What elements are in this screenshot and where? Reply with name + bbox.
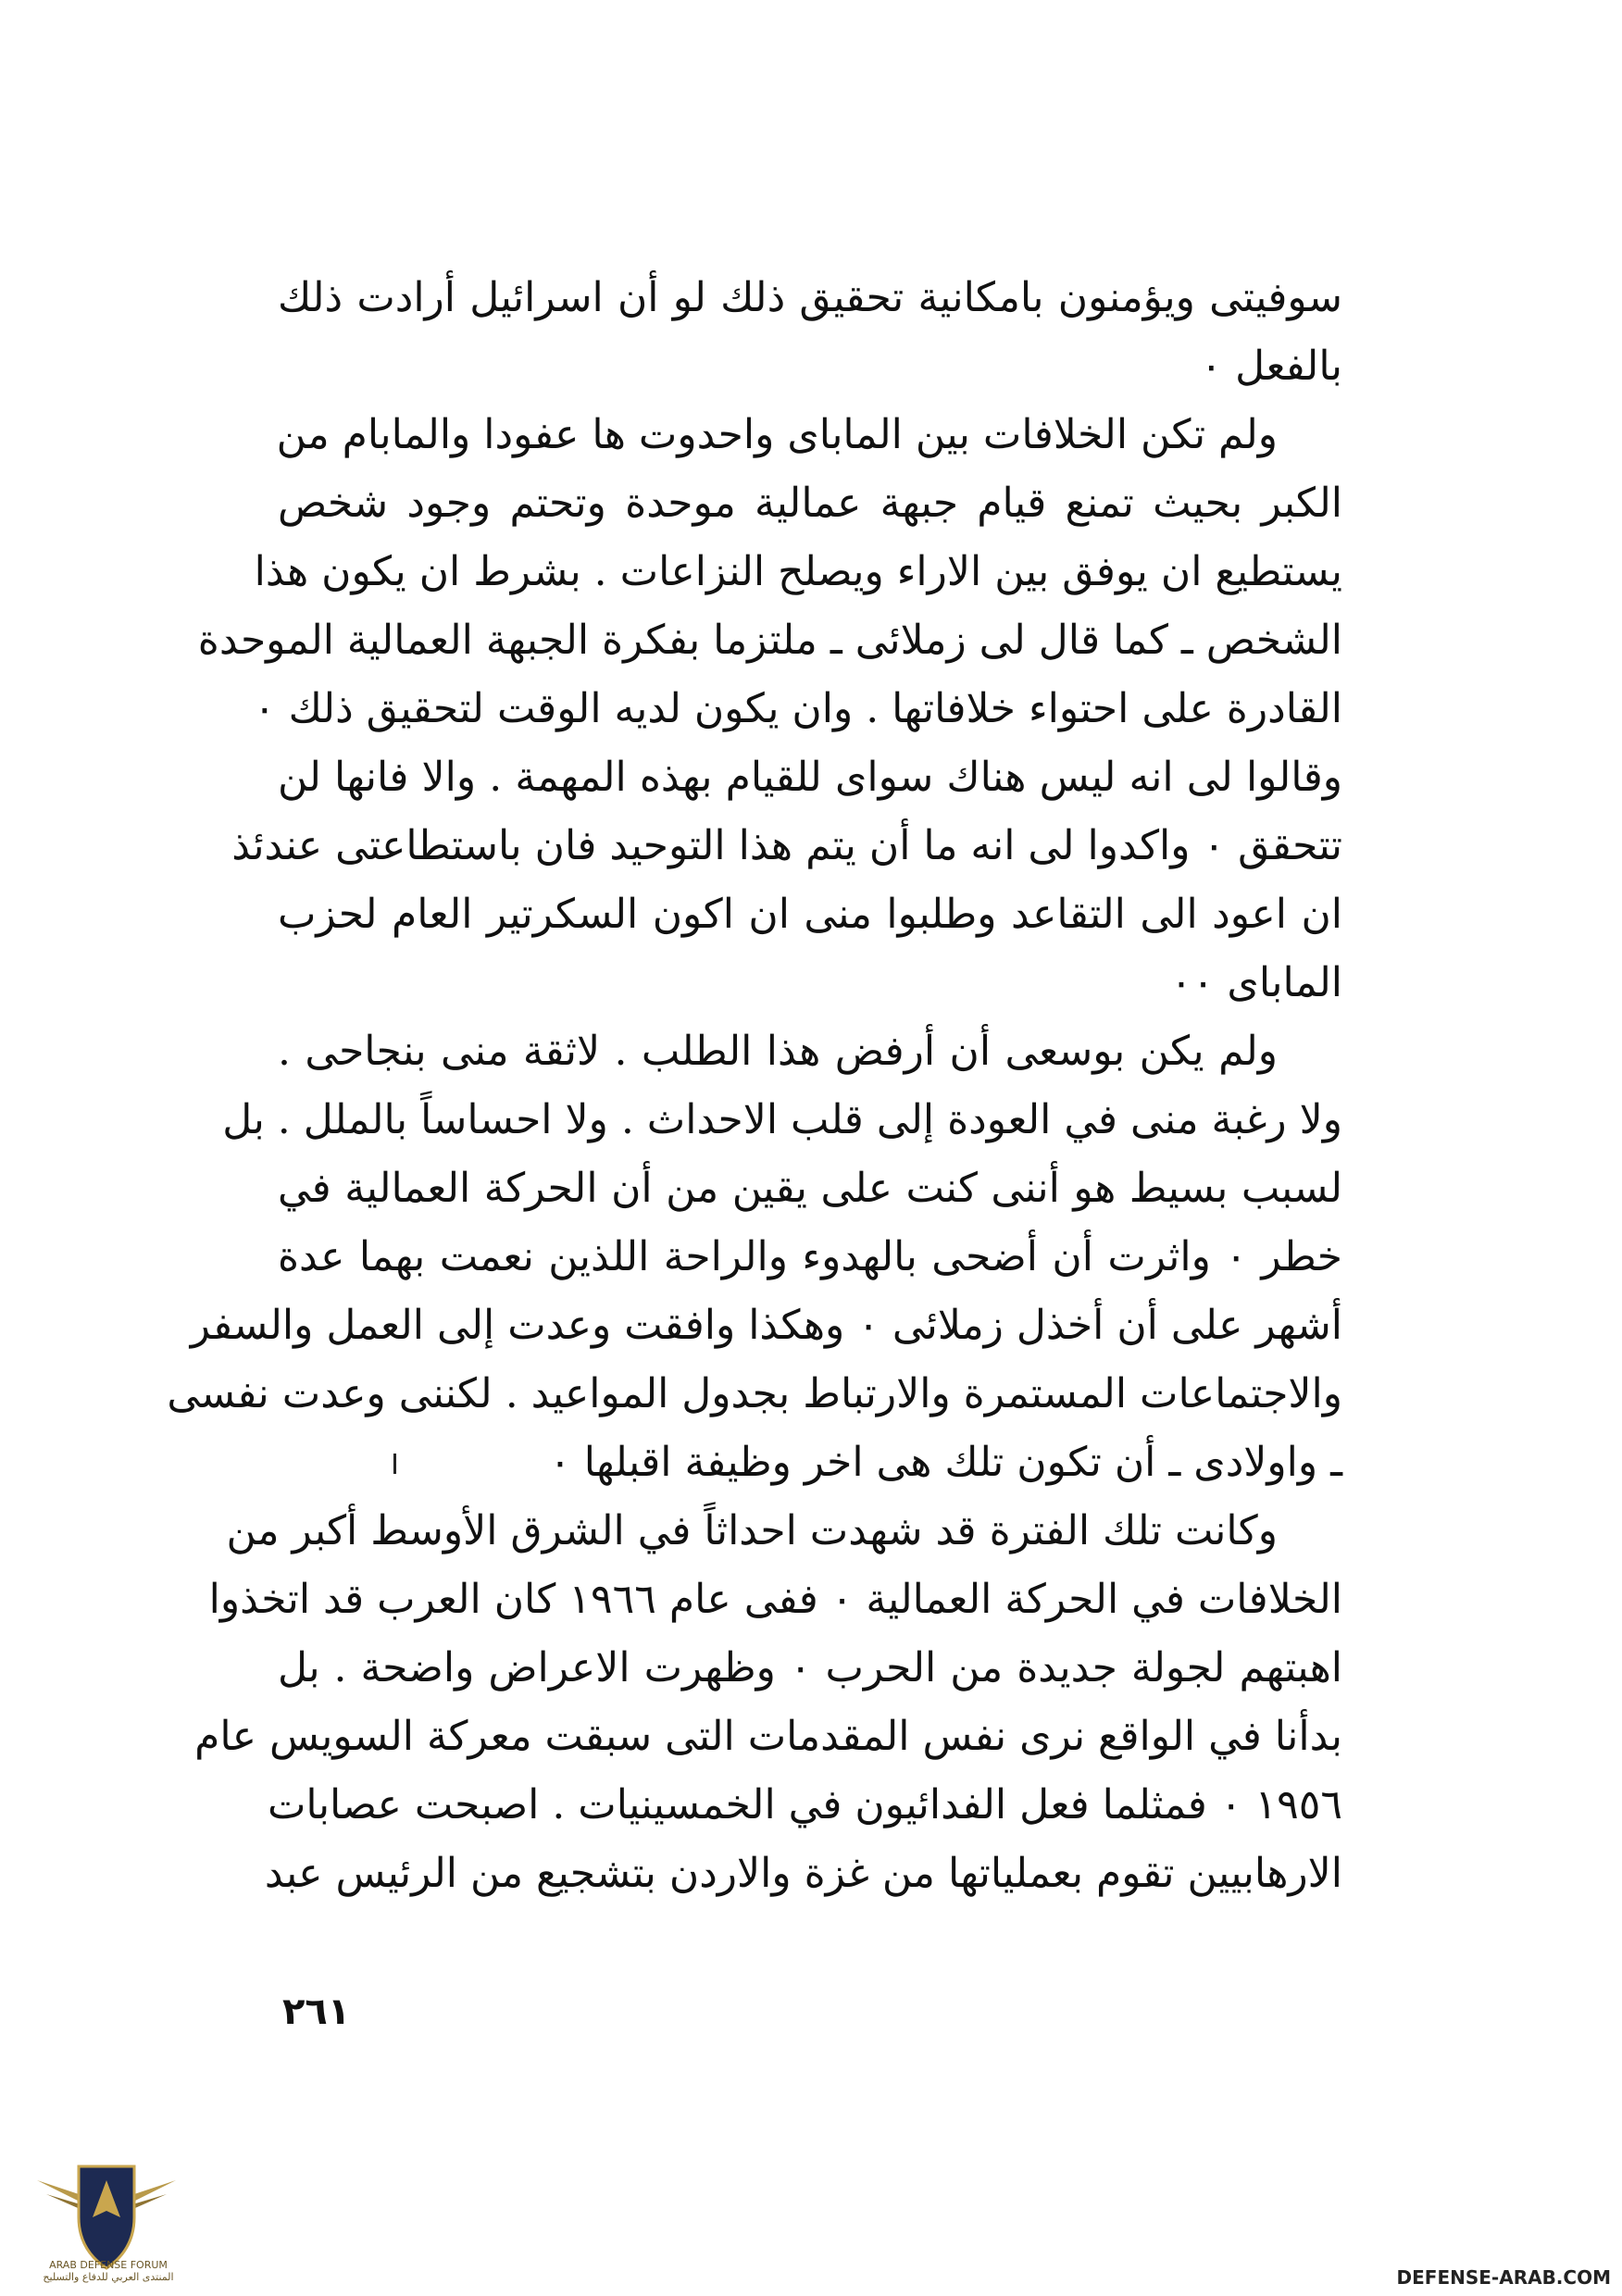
text-line: ـ واولادى ـ أن تكون تلك هى اخر وظيفة اقبلها ٠ — [549, 1439, 1342, 1486]
watermark-site-name-en: ARAB DEFENSE FORUM — [49, 2259, 168, 2271]
page-body-text — [167, 264, 1342, 1908]
text-line: الكبر بحيث تمنع قيام جبهة عمالية موحدة وتحتم وجود شخص — [278, 480, 1342, 527]
text-line: ولم تكن الخلافات بين الماباى واحدوت ها عفودا والمابام من — [276, 411, 1278, 458]
text-line: بالفعل ٠ — [1200, 343, 1342, 390]
text-line: ولم يكن بوسعى أن أرفض هذا الطلب . لاثقة منى بنجاحى . — [278, 1028, 1279, 1075]
text-line: ان اعود الى التقاعد وطلبوا منى ان اكون السكرتير العام لحزب — [278, 891, 1342, 938]
text-line: القادرة على احتواء خلافاتها . وان يكون لديه الوقت لتحقيق ذلك ٠ — [253, 685, 1342, 732]
text-line: لسبب بسيط هو أننى كنت على يقين من أن الحركة العمالية في — [278, 1165, 1342, 1212]
watermark-site-name — [20, 2259, 196, 2283]
text-line: سوفيتى ويؤمنون بامكانية تحقيق ذلك لو أن اسرائيل أرادت ذلك — [278, 274, 1342, 321]
text-line: خطر ٠ واثرت أن أضحى بالهدوء والراحة اللذين نعمت بهما عدة — [278, 1233, 1342, 1280]
text-line: تتحقق ٠ واكدوا لى انه ما أن يتم هذا التوحيد فان باستطاعتى عندئذ — [231, 822, 1342, 869]
text-line: الارهابيين تقوم بعملياتها من غزة والاردن بتشجيع من الرئيس عبد — [264, 1850, 1342, 1897]
page-number: ٢٦١ — [282, 1990, 351, 2033]
text-line: بدأنا في الواقع نرى نفس المقدمات التى سبقت معركة السويس عام — [194, 1713, 1342, 1760]
text-line: ١٩٥٦ ٠ فمثلما فعل الفدائيون في الخمسينيات . اصبحت عصابات — [267, 1781, 1342, 1828]
text-line: الماباى ٠٠ — [1170, 959, 1342, 1006]
text-line: الخلافات في الحركة العمالية ٠ ففى عام ١٩٦٦ كان العرب قد اتخذوا — [208, 1576, 1342, 1623]
text-line: الشخص ـ كما قال لى زملائى ـ ملتزما بفكرة الجبهة العمالية الموحدة — [197, 617, 1342, 664]
scan-speck — [393, 1454, 396, 1474]
watermark-url: DEFENSE-ARAB.COM — [1396, 2266, 1611, 2289]
text-line: والاجتماعات المستمرة والارتباط بجدول المواعيد . لكننى وعدت نفسى — [167, 1370, 1342, 1417]
text-line: أشهر على أن أخذل زملائى ٠ وهكذا وافقت وعدت إلى العمل والسفر — [190, 1302, 1342, 1349]
text-line: ولا رغبة منى في العودة إلى قلب الاحداث . ولا احساساً بالملل . بل — [222, 1096, 1342, 1143]
text-line: اهبتهم لجولة جديدة من الحرب ٠ وظهرت الاعراض واضحة . بل — [278, 1644, 1342, 1691]
text-line: وقالوا لى انه ليس هناك سواى للقيام بهذه المهمة . والا فانها لن — [278, 754, 1342, 801]
text-line: وكانت تلك الفترة قد شهدت احداثاً في الشرق الأوسط أكبر من — [226, 1507, 1278, 1554]
text-line: يستطيع ان يوفق بين الاراء ويصلح النزاعات . بشرط ان يكون هذا — [254, 548, 1342, 595]
watermark-site-name-ar: المنتدى العربي للدفاع والتسليح — [43, 2271, 174, 2283]
